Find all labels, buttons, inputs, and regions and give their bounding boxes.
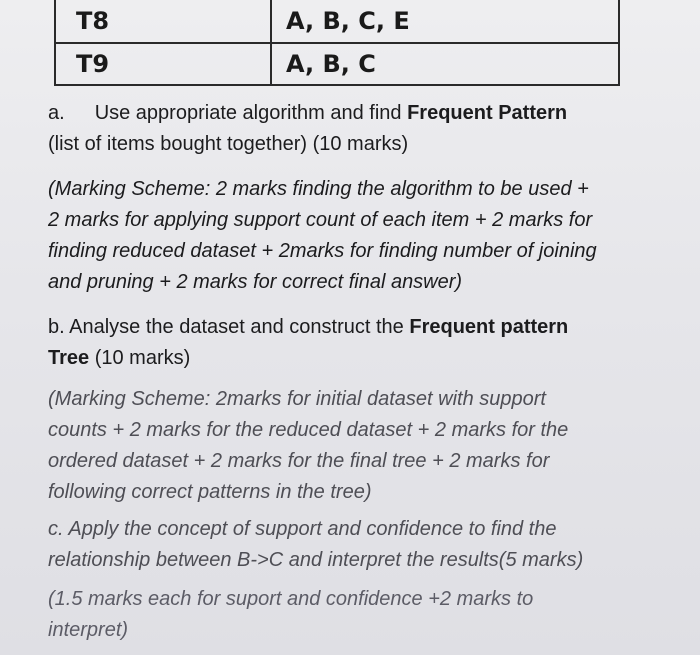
- question-a-marker: a.: [48, 102, 65, 124]
- question-c: [48, 514, 648, 576]
- question-b-bold-tree: Tree: [48, 347, 90, 369]
- scheme-a-line: (Marking Scheme: 2 marks finding the algorithm to be used +: [48, 178, 589, 200]
- scheme-c-line: interpret): [48, 619, 129, 641]
- question-c-line: c. Apply the concept of support and confidence to find the: [48, 518, 557, 540]
- marking-scheme-b: [48, 384, 648, 508]
- marking-scheme-c: [48, 584, 648, 646]
- marking-scheme-a: [48, 174, 648, 298]
- transaction-id-cell: T8: [55, 0, 271, 43]
- question-b-text: b. Analyse the dataset and construct the: [48, 316, 410, 338]
- question-b-marks: (10 marks): [89, 347, 191, 369]
- scheme-b-line: following correct patterns in the tree): [48, 481, 372, 503]
- question-a-text: Use appropriate algorithm and find: [94, 102, 408, 124]
- scheme-b-line: ordered dataset + 2 marks for the final tree + 2 marks for: [48, 450, 550, 472]
- scheme-a-line: finding reduced dataset + 2marks for finding number of joining: [48, 240, 597, 262]
- question-b: [48, 312, 648, 374]
- transactions-table: [54, 0, 620, 86]
- table-row: [55, 0, 619, 43]
- question-c-line: relationship between B->C and interpret the results(5 marks): [48, 549, 584, 571]
- transaction-id-cell: T9: [55, 43, 271, 85]
- items-cell: A, B, C, E: [271, 0, 619, 43]
- scheme-b-line: counts + 2 marks for the reduced dataset + 2 marks for the: [48, 419, 569, 441]
- question-a-bold-term: Frequent Pattern: [407, 102, 568, 124]
- scheme-c-line: (1.5 marks each for suport and confidence +2 marks to: [48, 588, 534, 610]
- question-a-line-2: (list of items bought together) (10 marks): [48, 133, 409, 155]
- items-cell: A, B, C: [271, 43, 619, 85]
- scheme-a-line: 2 marks for applying support count of each item + 2 marks for: [48, 209, 593, 231]
- question-b-bold-term: Frequent pattern: [409, 316, 569, 338]
- scheme-b-line: (Marking Scheme: 2marks for initial dataset with support: [48, 388, 546, 410]
- table-row: [55, 43, 619, 85]
- scheme-a-line: and pruning + 2 marks for correct final answer): [48, 271, 463, 293]
- question-a: [48, 98, 648, 160]
